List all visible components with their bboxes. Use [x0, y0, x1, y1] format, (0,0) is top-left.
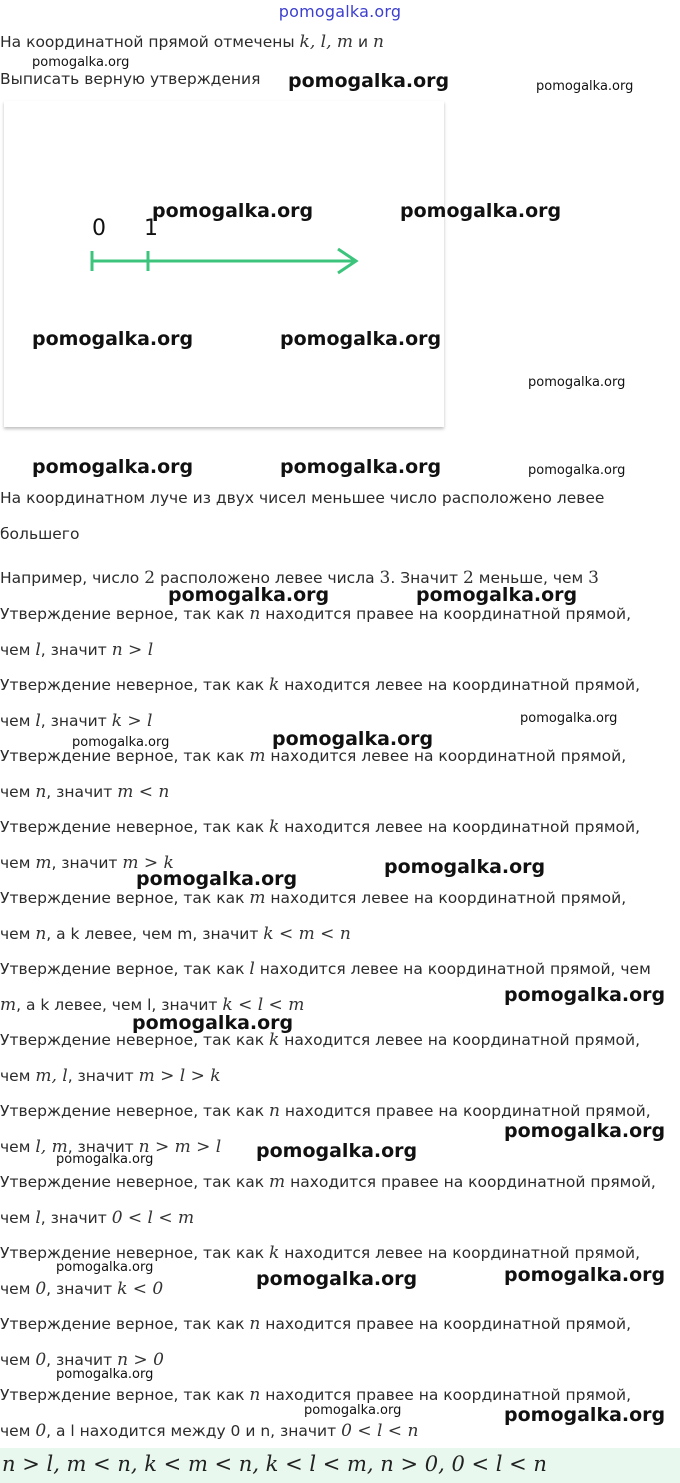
- watermark-text: pomogalka.org: [288, 70, 450, 92]
- statement-text: Утверждение верное, так как: [0, 960, 250, 978]
- statement-variable: n: [269, 1101, 280, 1121]
- watermark-text: pomogalka.org: [280, 328, 442, 350]
- statement-variable: 0: [35, 1421, 47, 1441]
- statement-text: чем: [0, 1351, 36, 1369]
- statement-text: Утверждение неверное, так как: [0, 1102, 270, 1120]
- statement-text: находится правее на координатной прямой,: [260, 605, 631, 623]
- statement-text: находится правее на координатной прямой,: [279, 1102, 651, 1120]
- watermark-text: pomogalka.org: [56, 1152, 154, 1167]
- watermark-text: pomogalka.org: [504, 984, 666, 1006]
- statement-variable: l: [35, 640, 41, 660]
- statement-line-2: [0, 1058, 680, 1094]
- statement-text: находится левее на координатной прямой,: [279, 818, 640, 836]
- statement-text: находится левее на координатной прямой,: [265, 889, 627, 907]
- task-line-1-text: На координатной прямой отмечены: [0, 33, 295, 51]
- example-num-c: 2: [463, 568, 474, 588]
- statement-text: находится правее на координатной прямой,: [260, 1386, 631, 1404]
- statement-text: чем: [0, 641, 36, 659]
- watermark-text: pomogalka.org: [528, 463, 626, 478]
- statement-text: чем: [0, 1067, 36, 1085]
- statement-variable: n: [249, 1314, 261, 1334]
- site-title[interactable]: pomogalka.org: [278, 2, 402, 21]
- example-text-2: расположено левее числа: [155, 569, 380, 587]
- watermark-text: pomogalka.org: [416, 584, 578, 606]
- watermark-text: pomogalka.org: [32, 456, 194, 478]
- statement-inequality: m < n: [117, 782, 170, 802]
- statement-line-2: [0, 632, 680, 668]
- watermark-text: pomogalka.org: [504, 1404, 666, 1426]
- statement-line-1: [0, 1164, 680, 1200]
- example-num-d: 3: [588, 568, 599, 588]
- answer-bar: [0, 1448, 680, 1483]
- statement-line-1: [0, 667, 680, 703]
- statement-inequality: k > l: [111, 711, 153, 731]
- statement-variable: k: [269, 817, 280, 837]
- example-text-1: Например, число: [0, 569, 145, 587]
- statement-text: , значит: [46, 1280, 118, 1298]
- statement-variable: l: [249, 959, 255, 979]
- statement-variable: 0: [35, 1279, 47, 1299]
- statement-line-2: [0, 845, 680, 881]
- statement-text: находится левее на координатной прямой,: [279, 1244, 640, 1262]
- statement-inequality: m > l > k: [138, 1066, 221, 1086]
- statement-text: , значит: [46, 1351, 118, 1369]
- statement-variable: k: [269, 1243, 280, 1263]
- statement-variable: l, m: [35, 1137, 68, 1157]
- statement-text: Утверждение неверное, так как: [0, 676, 270, 694]
- statement-text: Утверждение верное, так как: [0, 889, 250, 907]
- task-line-1: [0, 32, 384, 52]
- statement-text: находится левее на координатной прямой,: [279, 1031, 640, 1049]
- statement-inequality: n > l: [111, 640, 154, 660]
- watermark-text: pomogalka.org: [384, 856, 546, 878]
- statement-line-1: [0, 1306, 680, 1342]
- statement-variable: l: [35, 711, 41, 731]
- statement-inequality: k < m < n: [263, 924, 351, 944]
- statement-text: чем: [0, 783, 36, 801]
- statement-variable: m, l: [35, 1066, 68, 1086]
- statement-text: находится левее на координатной прямой, чем: [254, 960, 651, 978]
- statement-variable: n: [35, 924, 47, 944]
- statement-text: Утверждение неверное, так как: [0, 818, 270, 836]
- statement-variable: n: [249, 1385, 261, 1405]
- statement-inequality: k < l < m: [222, 995, 305, 1015]
- statement-variable: k: [269, 675, 280, 695]
- statement-line-1: [0, 596, 680, 632]
- statement-line-2: [0, 774, 680, 810]
- example-num-b: 3: [379, 568, 391, 588]
- watermark-text: pomogalka.org: [272, 728, 434, 750]
- watermark-text: pomogalka.org: [536, 79, 634, 94]
- watermark-text: pomogalka.org: [528, 375, 626, 390]
- statement-text: , значит: [40, 1209, 112, 1227]
- statement-text: чем: [0, 1209, 36, 1227]
- statement-text: чем: [0, 854, 36, 872]
- example-paragraph: [0, 560, 680, 596]
- watermark-text: pomogalka.org: [152, 200, 314, 222]
- statement-text: чем: [0, 712, 36, 730]
- statement-text: чем: [0, 1280, 36, 1298]
- watermark-text: pomogalka.org: [168, 584, 330, 606]
- task-line-1-vars: k, l, m: [299, 32, 354, 52]
- watermark-text: pomogalka.org: [132, 1012, 294, 1034]
- statement-line-2: [0, 916, 680, 952]
- statement-line-2: [0, 1200, 680, 1236]
- watermark-text: pomogalka.org: [504, 1264, 666, 1286]
- statement-text: Утверждение верное, так как: [0, 1386, 250, 1404]
- statement-inequality: m > k: [122, 853, 174, 873]
- task-line-1-and: и: [353, 33, 373, 51]
- statement-inequality: n > m > l: [138, 1137, 222, 1157]
- rule-paragraph: На координатном луче из двух чисел меньшее число расположено левее большего: [0, 489, 605, 543]
- statement-text: находится правее на координатной прямой,: [260, 1315, 631, 1333]
- statement-line-1: [0, 951, 680, 987]
- statement-text: находится левее на координатной прямой,: [279, 676, 640, 694]
- watermark-text: pomogalka.org: [136, 868, 298, 890]
- statement-line-1: [0, 809, 680, 845]
- statement-inequality: 0 < l < n: [341, 1421, 419, 1441]
- statement-variable: k: [269, 1030, 280, 1050]
- statement-text: находится правее на координатной прямой,: [285, 1173, 656, 1191]
- example-text-4: меньше, чем: [473, 569, 589, 587]
- statement-variable: l: [35, 1208, 41, 1228]
- statement-text: чем: [0, 925, 36, 943]
- example-num-a: 2: [144, 568, 156, 588]
- watermark-text: pomogalka.org: [56, 1260, 154, 1275]
- coordinate-line-figure: [4, 101, 444, 427]
- statement-variable: m: [35, 853, 52, 873]
- watermark-text: pomogalka.org: [304, 1403, 402, 1418]
- watermark-text: pomogalka.org: [280, 456, 442, 478]
- statement-text: , а k левее, чем l, значит: [16, 996, 223, 1014]
- statement-line-1: [0, 1022, 680, 1058]
- statement-variable: 0: [35, 1350, 47, 1370]
- statement-text: Утверждение верное, так как: [0, 747, 250, 765]
- example-text-3: . Значит: [390, 569, 463, 587]
- statement-inequality: n > 0: [117, 1350, 164, 1370]
- statement-text: , значит: [40, 641, 112, 659]
- answer-text: n > l, m < n, k < m < n, k < l < m, n > 0, 0 < l < n: [2, 1452, 547, 1476]
- statement-text: находится левее на координатной прямой,: [265, 747, 627, 765]
- coordinate-line-svg: [4, 101, 444, 427]
- watermark-text: pomogalka.org: [256, 1140, 418, 1162]
- statement-variable: m: [0, 995, 17, 1015]
- watermark-text: pomogalka.org: [256, 1268, 418, 1290]
- statement-inequality: k < 0: [117, 1279, 164, 1299]
- watermark-text: pomogalka.org: [32, 328, 194, 350]
- statement-text: Утверждение неверное, так как: [0, 1244, 270, 1262]
- statement-text: , значит: [46, 783, 118, 801]
- statement-text: , значит: [67, 1138, 139, 1156]
- statement-text: , значит: [67, 1067, 139, 1085]
- watermark-text: pomogalka.org: [72, 735, 170, 750]
- watermark-text: pomogalka.org: [32, 55, 130, 70]
- watermark-text: pomogalka.org: [56, 1367, 154, 1382]
- statement-variable: m: [249, 888, 266, 908]
- watermark-text: pomogalka.org: [504, 1120, 666, 1142]
- statement-variable: n: [35, 782, 47, 802]
- statement-inequality: 0 < l < m: [111, 1208, 195, 1228]
- watermark-text: pomogalka.org: [400, 200, 562, 222]
- statement-variable: m: [269, 1172, 286, 1192]
- watermark-text: pomogalka.org: [520, 711, 618, 726]
- label-one: 1: [144, 216, 158, 241]
- statement-text: , а l находится между 0 и n, значит: [46, 1422, 342, 1440]
- statement-variable: n: [249, 604, 261, 624]
- statement-variable: m: [249, 746, 266, 766]
- statement-text: , значит: [40, 712, 112, 730]
- task-line-1-last: n: [372, 32, 384, 52]
- statement-text: Утверждение неверное, так как: [0, 1173, 270, 1191]
- statement-text: , а k левее, чем m, значит: [46, 925, 264, 943]
- label-zero: 0: [92, 216, 106, 241]
- statement-text: чем: [0, 1422, 36, 1440]
- statement-text: Утверждение верное, так как: [0, 1315, 250, 1333]
- statement-text: Утверждение неверное, так как: [0, 1031, 270, 1049]
- statement-line-1: [0, 880, 680, 916]
- task-line-2: Выписать верную утверждения: [0, 70, 261, 88]
- statement-text: чем: [0, 1138, 36, 1156]
- statement-text: Утверждение верное, так как: [0, 605, 250, 623]
- statement-text: , значит: [51, 854, 123, 872]
